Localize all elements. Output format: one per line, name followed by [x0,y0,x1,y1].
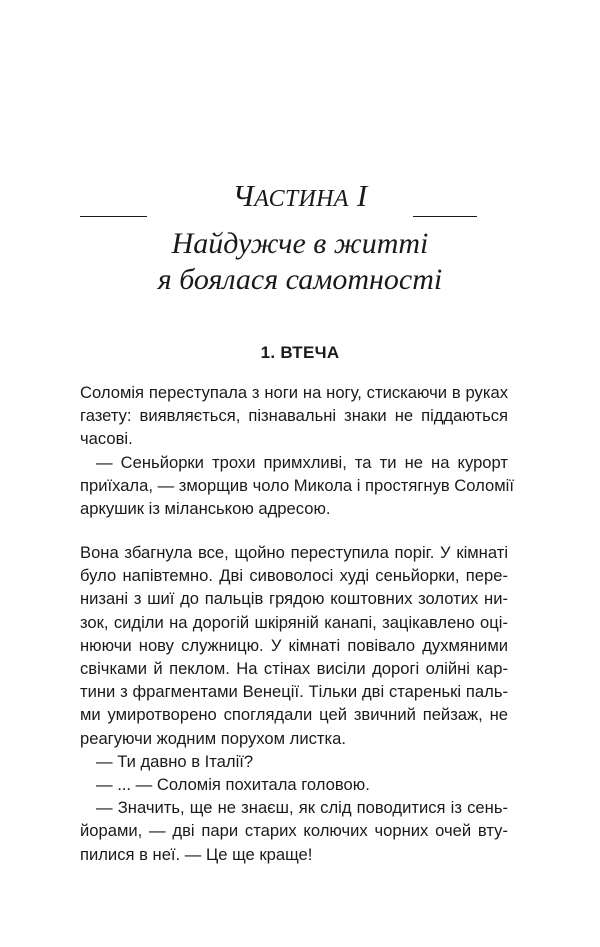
part-subtitle [0,226,600,298]
text-line: часові. [80,429,133,449]
text-line: нюючи нову служницю. У кімнаті повівало духмяними [80,635,508,655]
text-block-1 [80,381,514,520]
part-heading [0,178,600,217]
text-line: приїхала, — зморщив чоло Микола і простягнув Соломії [80,475,514,495]
text-line: зок, сиділи на дорогій шкіряній канапі, зацікавлено оці- [80,612,508,632]
title-rule-left [80,216,147,217]
part-subtitle-line: я боялася самотності [157,263,443,296]
text-line: пилися в неї. — Це ще краще! [80,844,313,864]
text-line: — ... — Соломія похитала головою. [96,775,370,795]
text-line: — Значить, ще не знаєш, як слід поводитися із сень- [96,798,508,818]
text-line: низані з шиї до пальців грядою коштовних золотих ни- [80,589,508,609]
part-label-initial: Ч [232,178,255,213]
part-subtitle-line: Найдужче в житті [171,227,429,260]
text-line: — Ти давно в Італії? [96,751,254,771]
text-line: аркушик із міланською адресою. [80,499,331,519]
paragraph [80,796,508,866]
paragraph [80,773,508,796]
text-line: тини з фрагментами Венеції. Тільки дві старенькі паль- [80,682,508,702]
paragraph [80,451,514,521]
text-line: ми умиротворено споглядали цей звичний пейзаж, не [80,705,508,725]
part-title [0,178,600,217]
chapter-title: 1. ВТЕЧА [260,343,340,362]
text-line: Соломія переступала з ноги на ногу, стискаючи в руках [80,383,508,402]
text-line: Вона збагнула все, щойно переступила поріг. У кімнаті [80,543,508,562]
text-block-2 [80,541,508,866]
title-rule-right [413,216,477,217]
text-line: було напівтемно. Дві сивоволосі худі сеньйорки, пере- [80,566,508,586]
part-label-rest: АСТИНА [254,186,349,212]
paragraph [80,541,508,750]
paragraph [80,750,508,773]
text-line: свічками й пеклом. На стінах висіли дорогі олійні кар- [80,659,508,679]
text-line: — Сеньйорки трохи примхливі, та ти не на курорт [96,452,508,472]
paragraph [80,381,508,451]
text-line: йорами, — дві пари старих колючих чорних очей вту- [80,821,508,841]
text-line: газету: виявляється, пізнавальні знаки не піддаються [80,406,508,426]
part-number: I [356,178,368,213]
text-line: реагуючи жодним порухом листка. [80,728,346,748]
